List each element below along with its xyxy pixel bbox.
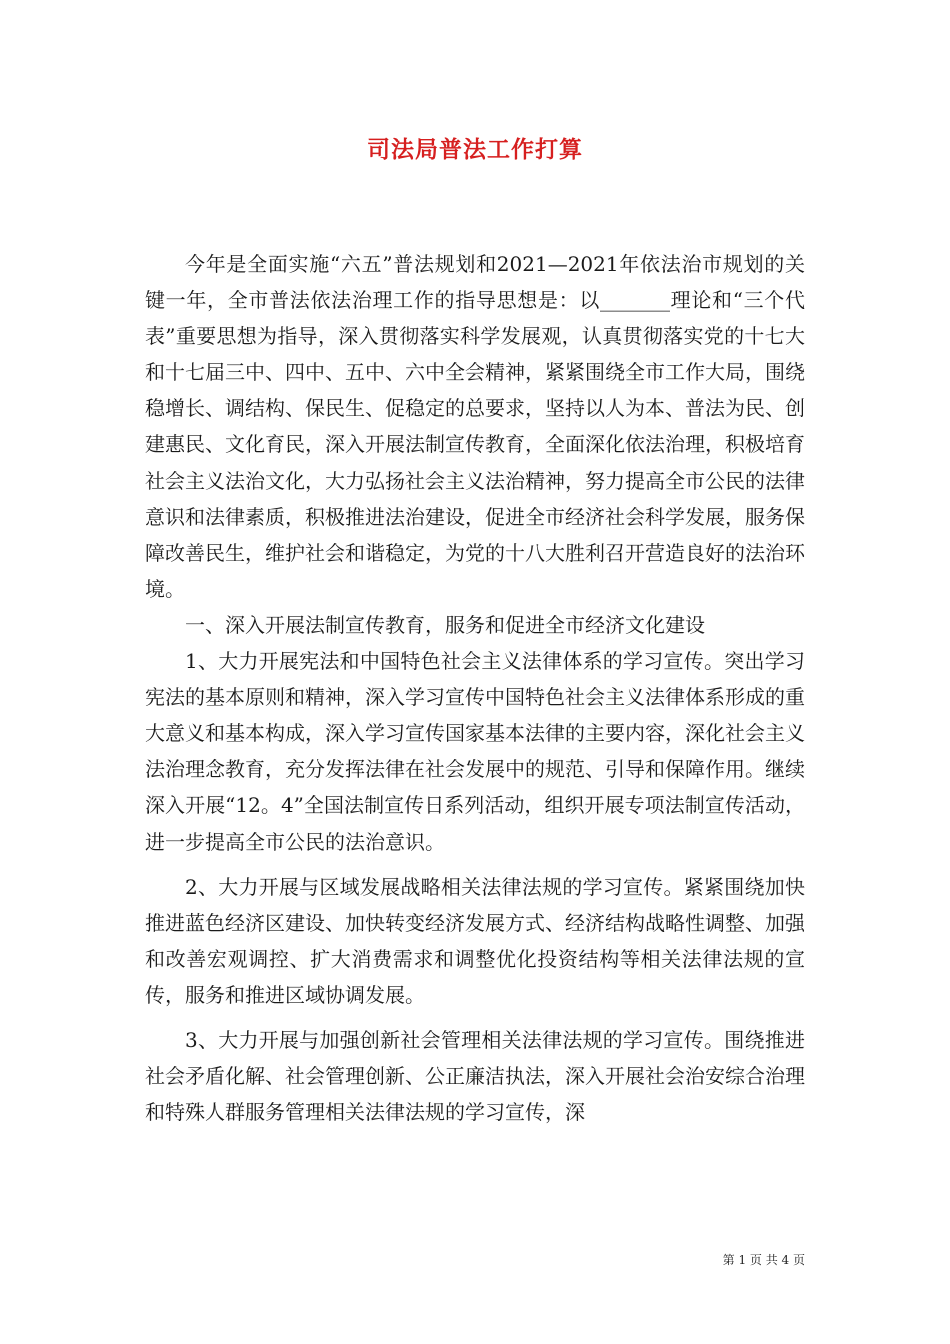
section-heading-1: 一、深入开展法制宣传教育，服务和促进全市经济文化建设	[185, 612, 705, 637]
page-number-footer: 第 1 页 共 4 页	[722, 1253, 805, 1267]
document-title: 司法局普法工作打算	[367, 136, 583, 163]
paragraph-item-1: 1、大力开展宪法和中国特色社会主义法律体系的学习宣传。突出学习宪法的基本原则和精神，深入学习宣传中国特色社会主义法律体系形成的重大意义和基本构成，深入学习宣传国家基本法律的主要内容，深化社会主义法治理念教育，充分发挥法律在社会发展中的规范、引导和保障作用。继续深入开展“12。4”全国法制宣传日系列活动，组织开展专项法制宣传活动，进一步提高全市公民的法治意识。	[145, 649, 805, 854]
paragraph-item-2: 2、大力开展与区域发展战略相关法律法规的学习宣传。紧紧围绕加快推进蓝色经济区建设、加快转变经济发展方式、经济结构战略性调整、加强和改善宏观调控、扩大消费需求和调整优化投资结构等相关法律法规的宣传，服务和推进区域协调发展。	[145, 874, 805, 1007]
paragraph-intro: 今年是全面实施“六五”普法规划和2021—2021年依法治市规划的关键一年，全市普法依法治理工作的指导思想是：以_______理论和“三个代表”重要思想为指导，深入贯彻落实科学发展观，认真贯彻落实党的十七大和十七届三中、四中、五中、六中全会精神，紧紧围绕全市工作大局，围绕稳增长、调结构、保民生、促稳定的总要求，坚持以人为本、普法为民、创建惠民、文化育民，深入开展法制宣传教育，全面深化依法治理，积极培育社会主义法治文化，大力弘扬社会主义法治精神，努力提高全市公民的法律意识和法律素质，积极推进法治建设，促进全市经济社会科学发展，服务保障改善民生，维护社会和谐稳定，为党的十八大胜利召开营造良好的法治环境。	[145, 252, 805, 601]
document-body	[145, 246, 805, 1130]
paragraph-item-3: 3、大力开展与加强创新社会管理相关法律法规的学习宣传。围绕推进社会矛盾化解、社会管理创新、公正廉洁执法，深入开展社会治安综合治理和特殊人群服务管理相关法律法规的学习宣传，深	[145, 1027, 805, 1125]
